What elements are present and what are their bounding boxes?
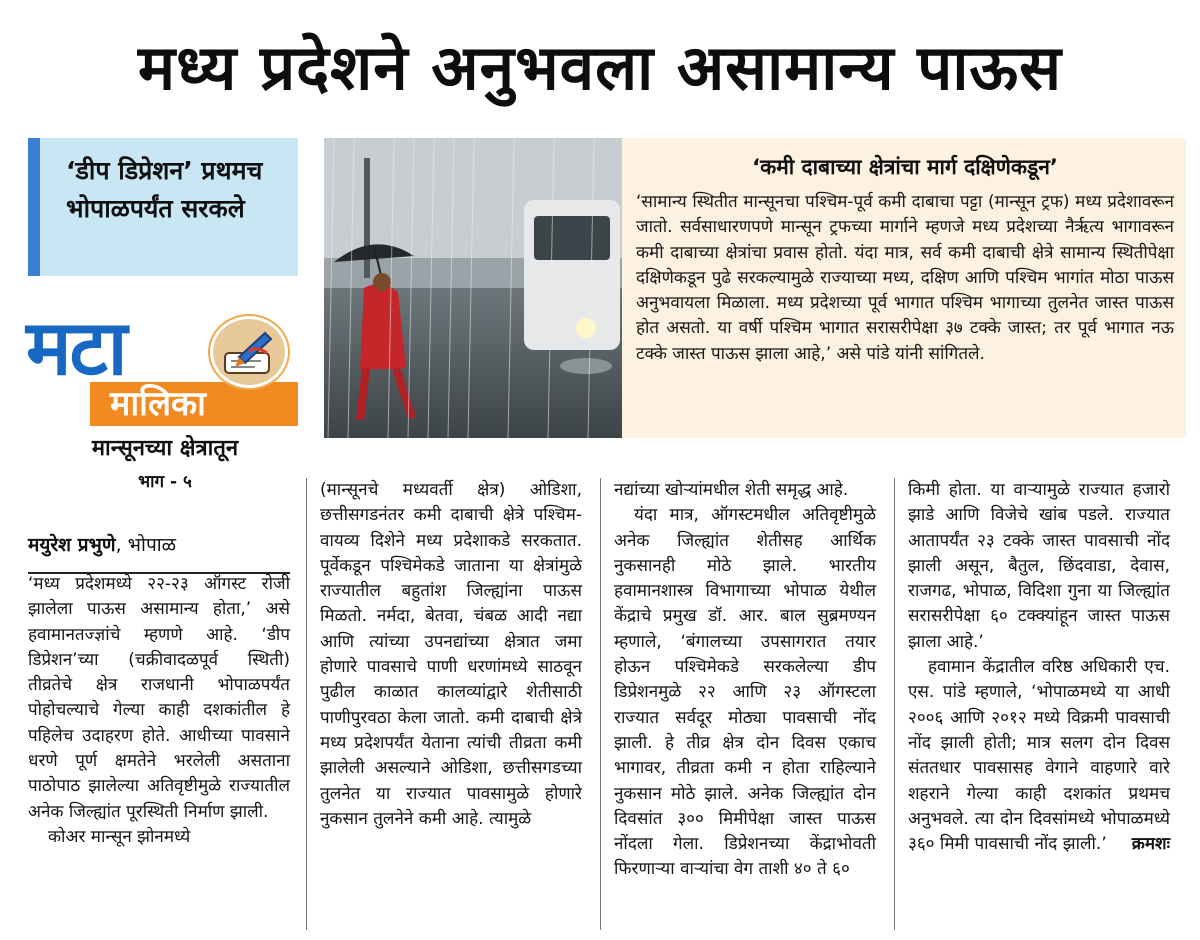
column-rule (600, 478, 601, 930)
headline: मध्य प्रदेशने अनुभवला असामान्य पाऊस (138, 31, 1062, 104)
logo-malika-text: मालिका (110, 384, 206, 424)
continued-label: क्रमशः (1131, 834, 1170, 855)
column-2-paragraph-1: (मान्सूनचे मध्यवर्ती क्षेत्र) ओडिशा, छत्तीसगडनंतर कमी दाबाची क्षेत्रे पश्चिम-वायव्य दिशेने मध्य प्रदेशाकडे सरकतात. पूर्वेकडून पश्चिमेकडे जाताना या क्षेत्रांमुळे राज्यातील बहुतांश जिल्ह्यांना पाऊस मिळतो. नर्मदा, बेतवा, चंबळ आदी नद्या आणि त्यांच्या उपनद्यांच्या क्षेत्रात जमा होणारे पावसाचे पाणी धरणांमध्ये साठवून पुढील काळात कालव्यांद्वारे शेतीसाठी पाणीपुरवठा केला जातो. कमी दाबाची क्षेत्रे मध्य प्रदेशपर्यंत येताना त्यांची तीव्रता कमी झालेली असल्याने ओडिशा, छत्तीसगडच्या तुलनेत या राज्यात पावसामुळे होणारे नुकसान तुलनेने कमी आहे. त्यामुळे (320, 480, 582, 829)
byline-author: मयुरेश प्रभुणे (28, 534, 116, 556)
logo-mata-text: मटा (26, 303, 126, 392)
column-4-paragraph-2-text: हवामान केंद्रातील वरिष्ठ अधिकारी एच. एस. पांडे म्हणाले, ‘भोपाळमध्ये या आधी २००६ आणि २०१२ मध्ये विक्रमी पावसाची नोंद झाली होती; मात्र सलग दोन दिवस संततधार पावसासह वेगाने वाहणारे वारे शहराने गेल्या काही दशकांत प्रथमच अनुभवले. त्या दोन दिवसांमध्ये भोपाळमध्ये ३६० मिमी पावसाची नोंद झाली.’ (908, 657, 1170, 855)
series-part: भाग - ५ (138, 472, 192, 492)
column-1-paragraph-2: कोअर मान्सून झोनमध्ये (48, 826, 191, 847)
article-column-1 (28, 572, 290, 850)
article-column-3 (614, 478, 876, 883)
column-3-paragraph-1: नद्यांच्या खोऱ्यांमधील शेती समृद्ध आहे. (614, 480, 849, 500)
rain-photo (324, 138, 622, 438)
rain-photo-illustration (324, 138, 622, 438)
infobox-body: ‘सामान्य स्थितीत मान्सूनचा पश्चिम-पूर्व कमी दाबाचा पट्टा (मान्सून ट्रफ) मध्य प्रदेशावरून जातो. सर्वसाधारणपणे मान्सून ट्रफच्या मार्गाने म्हणजे मध्य प्रदेशच्या नैर्ऋत्य भागावरून कमी दाबाच्या क्षेत्रांचा प्रवास होतो. यंदा मात्र, सर्व कमी दाबाची क्षेत्रे सामान्य स्थितीपेक्षा दक्षिणेकडून पुढे सरकल्यामुळे राज्याच्या मध्य, दक्षिण आणि पश्चिम भागांत मोठा पाऊस अनुभवायला मिळाला. मध्य प्रदेशच्या पूर्व भागात पश्चिम भागाच्या तुलनेत जास्त पाऊस होत असतो. या वर्षी पश्चिम भागात सरासरीपेक्षा ३७ टक्के जास्त; तर पूर्व भागात नऊ टक्के जास्त पाऊस झाला आहे,’ असे पांडे यांनी सांगितले. (636, 192, 1174, 364)
byline (28, 532, 290, 574)
column-1-paragraph-1: ‘मध्य प्रदेशमध्ये २२-२३ ऑगस्ट रोजी झालेला पाऊस असामान्य होता,’ असे हवामानतज्ज्ञांचे म्हणणे आहे. ‘डीप डिप्रेशन’च्या (चक्रीवादळपूर्व स्थिती) तीव्रतेचे क्षेत्र राजधानी भोपाळपर्यंत पोहोचल्याचे गेल्या काही दशकांतील हे पहिलेच उदाहरण होते. आधीच्या पावसाने धरणे पूर्ण क्षमतेने भरलेली असताना पाठोपाठ झालेल्या अतिवृष्टीमुळे राज्यातील अनेक जिल्ह्यांत पूरस्थिती निर्माण झाली. (28, 574, 290, 822)
pen-writing-icon (210, 316, 288, 388)
kicker-text: ‘डीप डिप्रेशन’ प्रथमच भोपाळपर्यंत सरकले (66, 156, 263, 223)
column-rule (894, 478, 895, 930)
column-3-paragraph-2: यंदा मात्र, ऑगस्टमधील अतिवृष्टीमुळे अनेक जिल्ह्यांत शेतीसह आर्थिक नुकसानही मोठे झाले. भारतीय हवामानशास्त्र विभागाच्या भोपाळ येथील केंद्राचे प्रमुख डॉ. आर. बाल सुब्रमण्यन म्हणाले, ‘बंगालच्या उपसागरात तयार होऊन पश्चिमेकडे सरकलेल्या डीप डिप्रेशनमुळे २२ आणि २३ ऑगस्टला राज्यात सर्वदूर मोठ्या पावसाची नोंद झाली. हे तीव्र क्षेत्र दोन दिवस एकाच भागावर, तीव्रता कमी न होता राहिल्याने नुकसान मोठे झाले. अनेक जिल्ह्यांत दोन दिवसांत ३०० मिमीपेक्षा जास्त पाऊस नोंदला गेला. डिप्रेशनच्या केंद्राभोवती फिरणाऱ्या वाऱ्यांचा वेग ताशी ४० ते ६० (614, 505, 876, 880)
series-title: मान्सूनच्या क्षेत्रातून (91, 436, 239, 461)
mata-malika-logo (26, 303, 298, 426)
column-4-paragraph-2 (908, 655, 1170, 857)
article-column-2 (320, 478, 582, 832)
column-4-paragraph-1: किमी होता. या वाऱ्यामुळे राज्यात हजारो झाडे आणि विजेचे खांब पडले. राज्यात आतापर्यंत २३ टक्के जास्त पावसाची नोंद झाली असून, बैतुल, छिंदवाडा, देवास, राजगढ, भोपाळ, विदिशा गुना या जिल्ह्यांत सरासरीपेक्षा ६० टक्क्यांहून जास्त पाऊस झाला आहे.’ (908, 480, 1170, 652)
article-column-4 (908, 478, 1170, 857)
kicker-box (28, 138, 298, 276)
infobox (622, 138, 1186, 438)
column-rule (306, 478, 307, 930)
infobox-title: ‘कमी दाबाच्या क्षेत्रांचा मार्ग दक्षिणेकडून’ (752, 155, 1058, 179)
byline-place: , भोपाळ (115, 534, 177, 556)
